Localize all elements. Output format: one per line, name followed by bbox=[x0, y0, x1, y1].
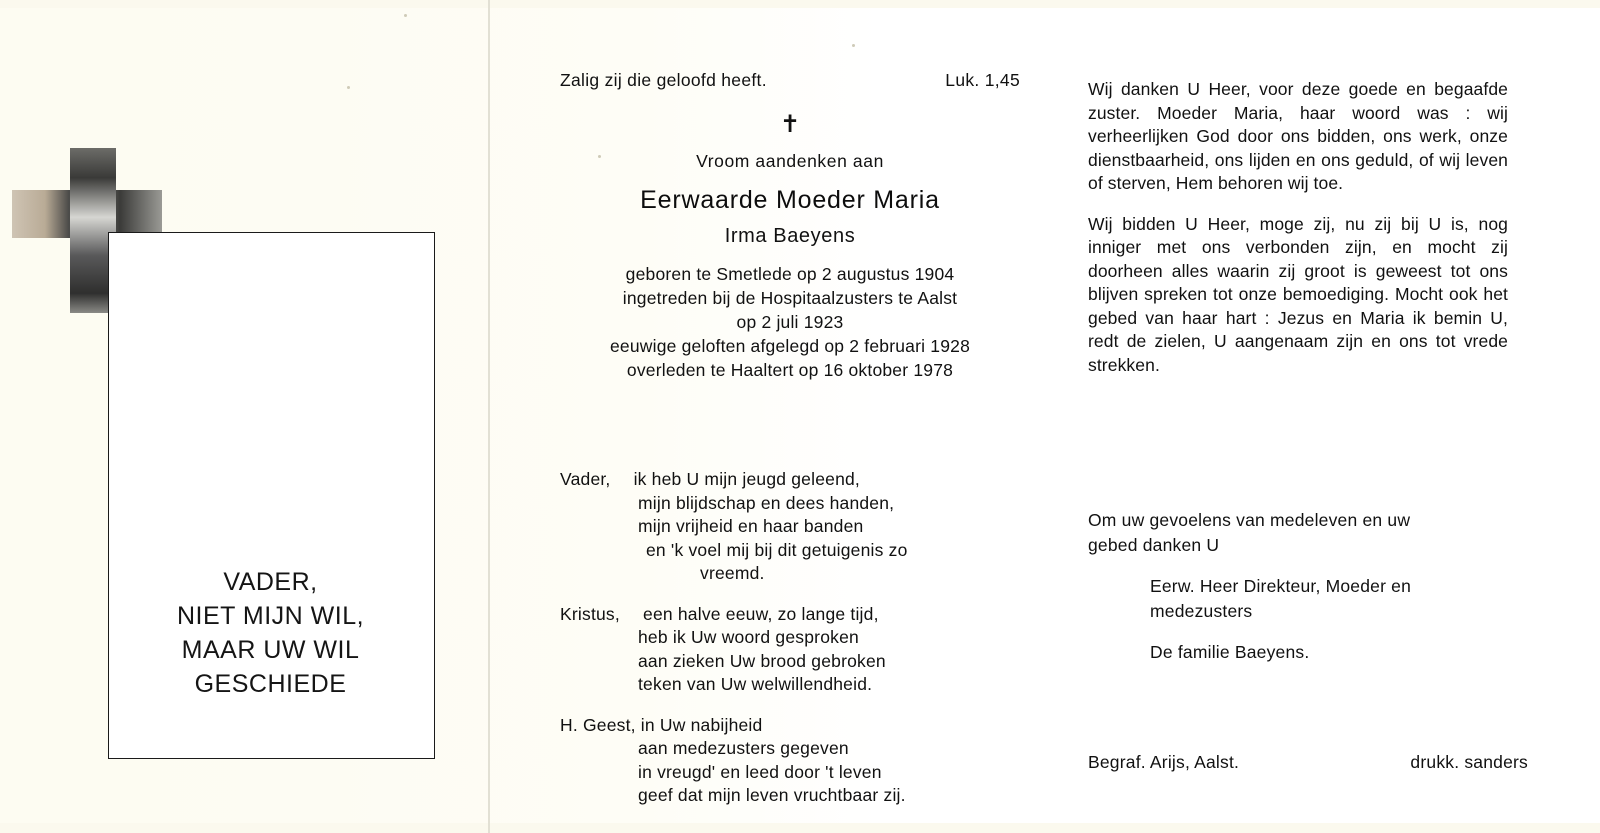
prayer-paragraph-1: Wij danken U Heer, voor deze goede en begaafde zuster. Moeder Maria, haar woord was : wij verheerlijken God door ons bidden, ons werk, onze dienstbaarheid, ons lijden en ons geduld, of wij leven of sterven, Hem behoren wij toe. bbox=[1088, 79, 1508, 193]
motto-text bbox=[108, 565, 433, 701]
poem-stanza-2 bbox=[560, 603, 1020, 697]
prayer-paragraph-2: Wij bidden U Heer, moge zij, nu zij bij U is, nog inniger met ons verbonden zijn, en mocht zij doorheen alles waarin zij groot is geweest tot ons blijven spreken tot onze bemoediging. Mocht ook het gebed van haar hart : Jezus en Maria ik bemin U, redt de zielen, U aangenaam zijn en ons tot vrede strekken. bbox=[1088, 213, 1508, 375]
poem-stanza-1 bbox=[560, 468, 1020, 586]
poem-stanza-3 bbox=[560, 714, 1020, 808]
signatory-group-2 bbox=[1088, 640, 1528, 665]
biography-line-3: op 2 juli 1923 bbox=[736, 312, 844, 332]
motto-line-4: GESCHIEDE bbox=[194, 670, 347, 698]
middle-panel-header bbox=[560, 70, 1020, 382]
dedication-text: Vroom aandenken aan bbox=[696, 151, 884, 171]
poem-stanza-2-line-4: teken van Uw welwillendheid. bbox=[638, 674, 873, 694]
poem-stanza-3-line-2: in vreugd' en leed door 't leven bbox=[638, 761, 882, 782]
biography-line-5: overleden te Haaltert op 16 oktober 1978 bbox=[626, 360, 954, 380]
poem-stanza-1-line-1: ik heb U mijn jeugd geleend, bbox=[633, 469, 860, 489]
motto-line-2: NIET MIJN WIL, bbox=[176, 602, 365, 630]
poem-stanza-3-opening: H. Geest, in Uw nabijheid bbox=[560, 714, 763, 735]
right-panel bbox=[1060, 0, 1600, 833]
prayer-block bbox=[1088, 78, 1508, 394]
signatory-1-line-1: Eerw. Heer Direkteur, Moeder en bbox=[1150, 576, 1412, 596]
poem-stanza-2-line-1: een halve eeuw, zo lange tijd, bbox=[643, 603, 879, 624]
poem-stanza-2-line-3: aan zieken Uw brood gebroken bbox=[638, 650, 886, 671]
motto-line-1: VADER, bbox=[223, 568, 318, 596]
poem-stanza-3-line-1: aan medezusters gegeven bbox=[638, 738, 849, 758]
biography-block bbox=[560, 262, 1020, 382]
scripture-line bbox=[560, 70, 1020, 91]
scripture-text: Zalig zij die geloofd heeft. bbox=[560, 70, 767, 90]
middle-panel bbox=[500, 0, 1040, 833]
poem-stanza-1-opening bbox=[560, 468, 1020, 492]
card-fold-line bbox=[488, 0, 490, 833]
thanks-line-2: gebed danken U bbox=[1088, 535, 1220, 555]
deceased-name: Eerwaarde Moeder Maria bbox=[640, 186, 940, 214]
thanks-block bbox=[1088, 508, 1528, 665]
footer-block bbox=[1088, 752, 1528, 773]
poem-stanza-2-opening-word: Kristus, bbox=[560, 603, 620, 624]
poem-stanza-3-line-3: geef dat mijn leven vruchtbaar zij. bbox=[638, 785, 906, 805]
footer-undertaker: Begraf. Arijs, Aalst. bbox=[1088, 752, 1240, 772]
poem-stanza-1-opening-word: Vader, bbox=[560, 469, 611, 489]
poem-stanza-1-line-3: mijn vrijheid en haar banden bbox=[638, 516, 864, 536]
poem-stanza-1-line-4: en 'k voel mij bij dit getuigenis zo bbox=[646, 539, 908, 560]
left-panel bbox=[0, 0, 488, 833]
poem-stanza-2-opening bbox=[560, 603, 1020, 627]
biography-line-2: ingetreden bij de Hospitaalzusters te Aalst bbox=[622, 288, 958, 308]
signatory-2: De familie Baeyens. bbox=[1150, 642, 1310, 662]
deceased-secular-name: Irma Baeyens bbox=[724, 225, 856, 247]
signatory-1-line-2: medezusters bbox=[1150, 601, 1253, 621]
signatory-group-1 bbox=[1088, 574, 1528, 624]
motto-line-3: MAAR UW WIL bbox=[181, 636, 360, 664]
poem-stanza-1-line-2: mijn blijdschap en dees handen, bbox=[638, 492, 895, 513]
biography-line-4: eeuwige geloften afgelegd op 2 februari 1928 bbox=[609, 336, 971, 356]
footer-printer: drukk. sanders bbox=[1410, 752, 1528, 772]
poem-stanza-1-line-5: vreemd. bbox=[700, 563, 765, 583]
poem-stanza-2-line-2: heb ik Uw woord gesproken bbox=[638, 627, 859, 647]
biography-line-1: geboren te Smetlede op 2 augustus 1904 bbox=[625, 264, 955, 284]
scripture-reference: Luk. 1,45 bbox=[945, 70, 1020, 90]
cross-icon: ✝ bbox=[779, 111, 801, 138]
poem-block bbox=[560, 468, 1020, 825]
thanks-line-1: Om uw gevoelens van medeleven en uw bbox=[1088, 510, 1411, 530]
